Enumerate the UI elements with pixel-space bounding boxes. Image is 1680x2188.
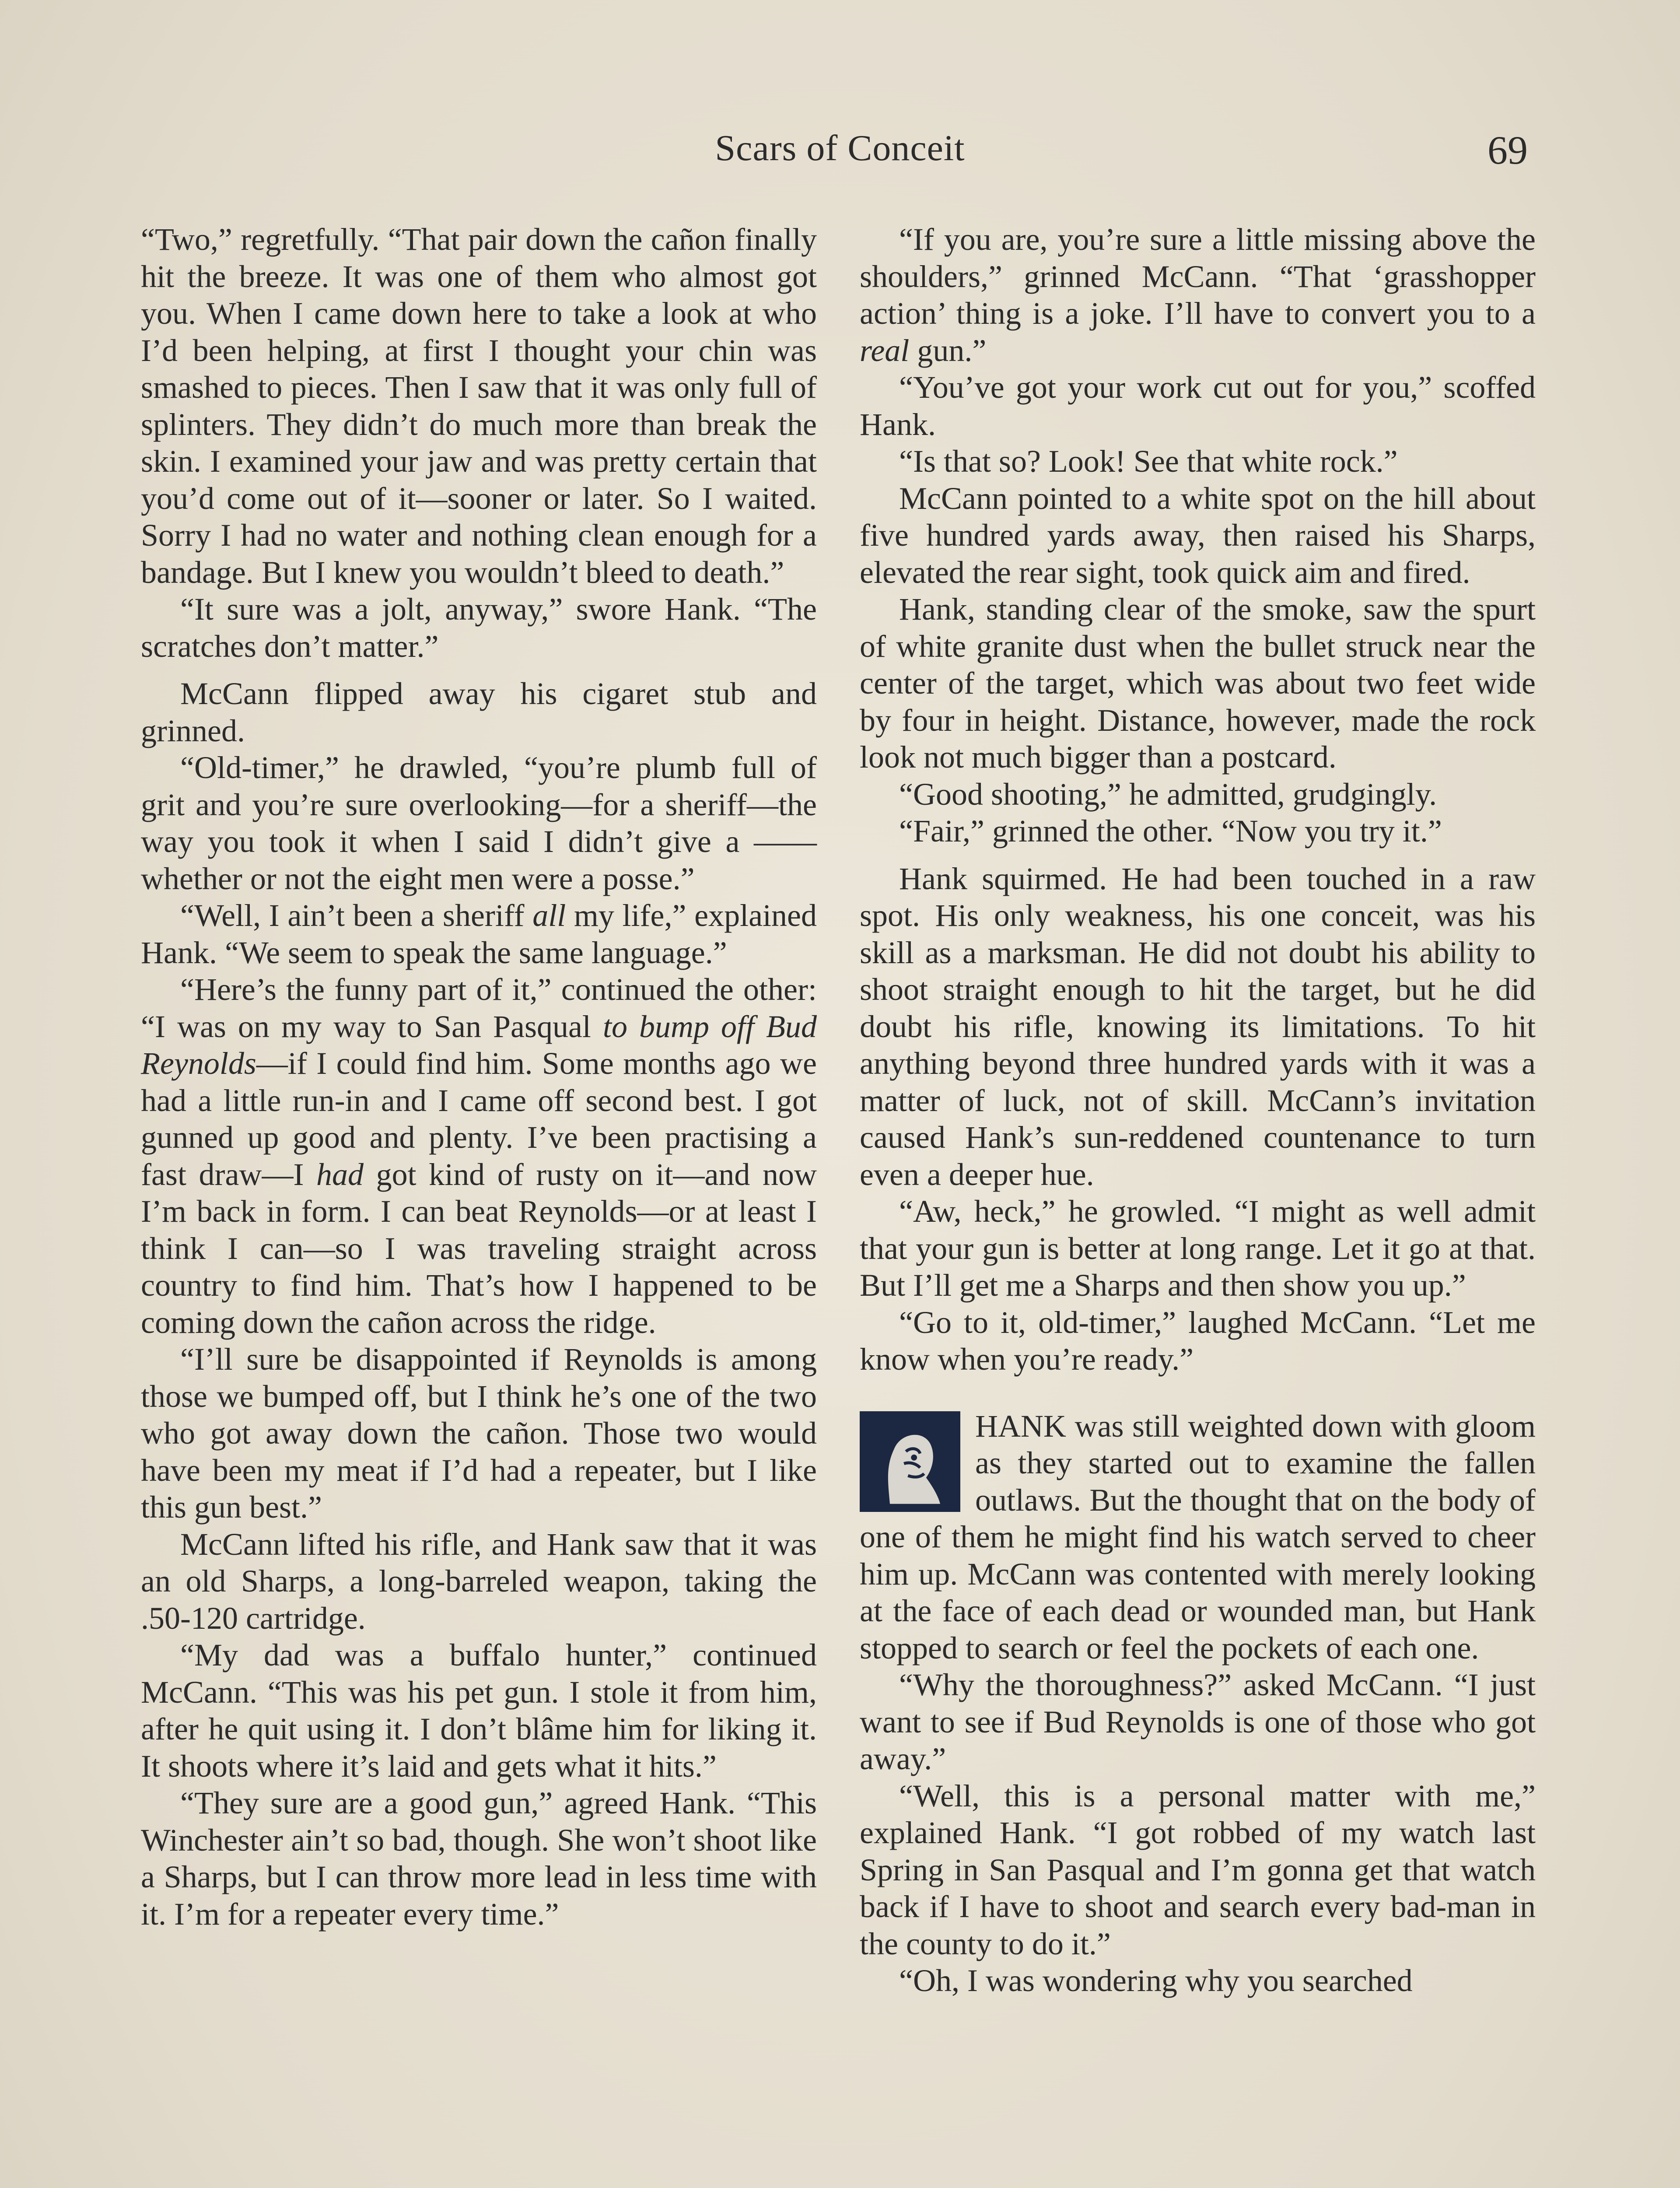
paragraph: “Why the thoroughness?” asked McCann. “I just want to see if Bud Reynolds is one of those who got away.”: [860, 1667, 1536, 1776]
paragraph: [141, 897, 817, 971]
portrait-vignette-icon: [860, 1411, 960, 1512]
text-run: got kind of rusty on it—and now I’m back in form. I can beat Reynolds—or at least I think I can—so I was traveling straight across country to find him. That’s how I happened to be coming down the cañon across the ridge.: [141, 1157, 817, 1340]
paragraph: McCann pointed to a white spot on the hill about five hundred yards away, then raised his Sharps, elevated the rear sight, took quick aim and fired.: [860, 480, 1536, 590]
paragraph: “Oh, I was wondering why you searched: [899, 1963, 1413, 1998]
text-run: my life,” explained Hank. “We seem to speak the same language.”: [141, 898, 817, 970]
paragraph: [860, 221, 1536, 369]
italic-text: had: [316, 1157, 364, 1192]
page-title: Scars of Conceit: [715, 128, 965, 168]
paragraph: McCann flipped away his cigaret stub and grinned.: [141, 676, 817, 748]
text-run: gun.”: [909, 333, 987, 368]
paragraph: McCann lifted his rifle, and Hank saw that it was an old Sharps, a long-barreled weapon, taking the .50-120 cartridge.: [141, 1526, 817, 1636]
italic-text: real: [860, 333, 910, 368]
paragraph: Hank squirmed. He had been touched in a raw spot. His only weakness, his one conceit, was his skill as a marksman. He did not doubt his ability to shoot straight enough to hit the target, but he did doubt his rifle, knowing its limitations. To hit anything beyond three hundred yards with it was a matter of luck, not of skill. McCann’s invitation caused Hank’s sun-reddened countenance to turn even a deeper hue.: [860, 861, 1536, 1192]
paragraph: “Aw, heck,” he growled. “I might as well admit that your gun is better at long range. Let it go at that. But I’ll get me a Sharps and then show you up.”: [860, 1194, 1536, 1303]
paragraph: “Two,” regretfully. “That pair down the cañon finally hit the breeze. It was one of them who almost got you. When I came down here to take a look at who I’d been helping, at first I thought your chin was smashed to pieces. Then I saw that it was only full of splinters. They didn’t do much more than break the skin. I examined your jaw and was pretty certain that you’d come out of it—sooner or later. So I waited. Sorry I had no water and nothing clean enough for a bandage. But I knew you wouldn’t bleed to death.”: [141, 222, 817, 590]
italic-text: to bump off Bud Reynolds: [141, 1009, 817, 1081]
paragraph: HANK was still weighted down with gloom as they started out to examine the fallen outlaws. But the thought that on the body of one of them he might find his watch served to cheer him up. McCann was contented with merely looking at the face of each dead or wounded man, but Hank stopped to search or feel the pockets of each one.: [860, 1408, 1536, 1666]
paragraph: “Fair,” grinned the other. “Now you try it.”: [899, 813, 1442, 849]
paragraph: “Is that so? Look! See that white rock.”: [899, 444, 1398, 479]
text-run: “If you are, you’re sure a little missing above the shoulders,” grinned McCann. “That ‘grasshopper action’ thing is a joke. I’ll have to convert you to a: [860, 222, 1536, 331]
paragraph: “I’ll sure be disappointed if Reynolds is among those we bumped off, but I think he’s one of the two who got away down the cañon. Those two would have been my meat if I’d had a repeater, but I like this gun best.”: [141, 1342, 817, 1525]
paragraph: “They sure are a good gun,” agreed Hank. “This Winchester ain’t so bad, though. She won’t shoot like a Sharps, but I can throw more lead in less time with it. I’m for a repeater every time.”: [141, 1785, 817, 1932]
paragraph: “It sure was a jolt, anyway,” swore Hank. “The scratches don’t matter.”: [141, 592, 817, 664]
paragraph: Hank, standing clear of the smoke, saw the spurt of white granite dust when the bullet struck near the center of the target, which was about two feet wide by four in height. Distance, however, made the rock look not much bigger than a postcard.: [860, 592, 1536, 775]
text-run: “Well, I ain’t been a sheriff: [180, 898, 533, 933]
text-run: —if I could find him. Some months ago we had a little run-in and I came off second best. I got gunned up good and plenty. I’ve been practising a fast draw—I: [141, 1046, 817, 1192]
section-break-block: [860, 1408, 1536, 1667]
left-text-column: [141, 221, 817, 1932]
paragraph: “My dad was a buffalo hunter,” continued McCann. “This was his pet gun. I stole it from him, after he quit using it. I don’t blâme him for liking it. It shoots where it’s laid and gets what it hits.”: [141, 1637, 817, 1784]
paragraph: “You’ve got your work cut out for you,” scoffed Hank.: [860, 370, 1536, 442]
paragraph: “Old-timer,” he drawled, “you’re plumb full of grit and you’re sure overlooking—for a sheriff—the way you took it when I said I didn’t give a —— whether or not the eight men were a posse.”: [141, 750, 817, 896]
text-run: “Here’s the funny part of it,” continued the other: “I was on my way to San Pasqual: [141, 972, 817, 1044]
right-text-column: [860, 221, 1536, 1999]
paragraph: “Go to it, old-timer,” laughed McCann. “Let me know when you’re ready.”: [860, 1304, 1536, 1377]
paragraph: “Well, this is a personal matter with me,” explained Hank. “I got robbed of my watch last Spring in San Pasqual and I’m gonna get that watch back if I have to shoot and search every bad-man in the county to do it.”: [860, 1778, 1536, 1961]
italic-text: all: [532, 898, 566, 933]
paragraph: [141, 971, 817, 1341]
paragraph: “Good shooting,” he admitted, grudgingly.: [899, 776, 1437, 812]
page-number: 69: [1488, 128, 1528, 172]
